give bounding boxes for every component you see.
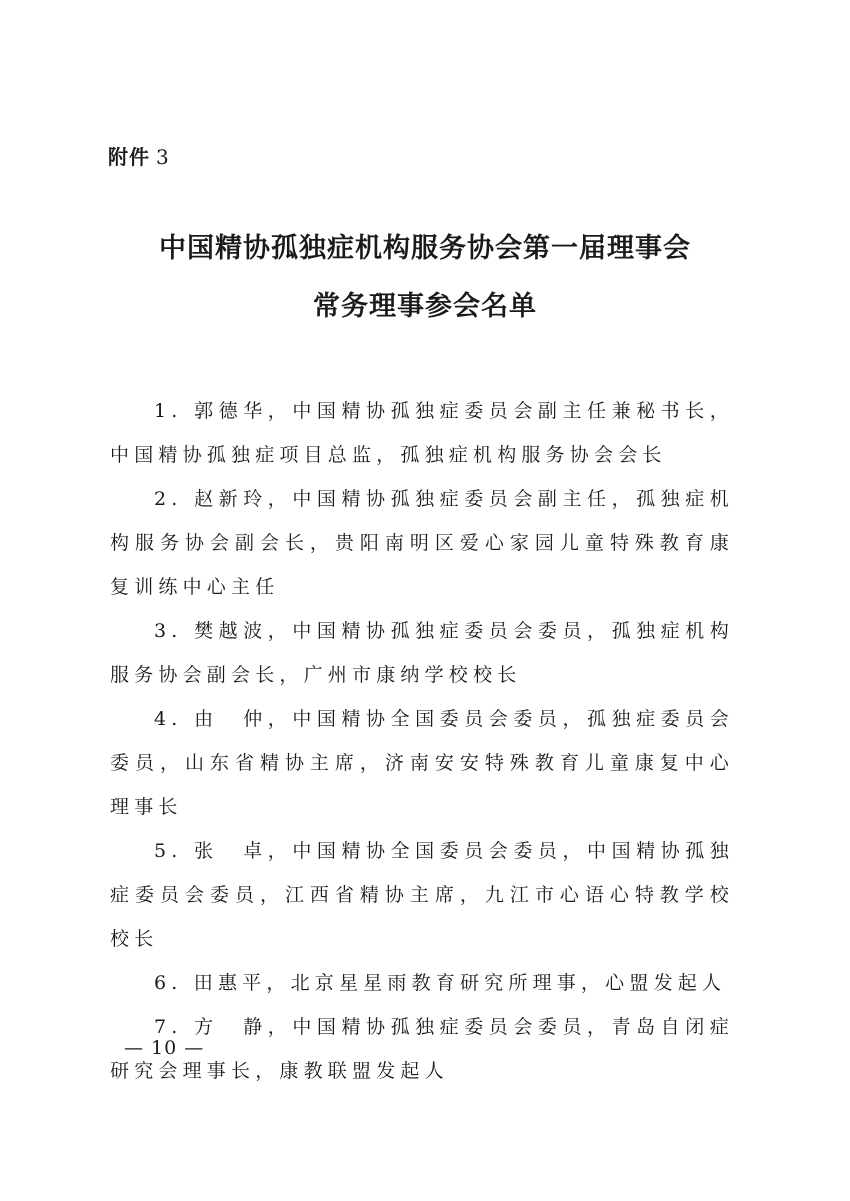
member-entry-2: 2. 赵新玲，中国精协孤独症委员会副主任，孤独症机构服务协会副会长，贵阳南明区爱心家园儿童特殊教育康复训练中心主任 <box>110 488 734 598</box>
member-list <box>110 389 734 1093</box>
page-number: — 10 — <box>124 1037 205 1059</box>
member-entry-3: 3. 樊越波，中国精协孤独症委员会委员，孤独症机构服务协会副会长，广州市康纳学校校长 <box>110 620 734 686</box>
document-title-line-2: 常务理事参会名单 <box>313 291 537 322</box>
member-entry-7: 7. 方 静，中国精协孤独症委员会委员，青岛自闭症研究会理事长，康教联盟发起人 <box>110 1016 734 1082</box>
attachment-label <box>108 144 170 170</box>
attachment-label-text: 附件 <box>108 145 150 169</box>
member-entry-5: 5. 张 卓，中国精协全国委员会委员，中国精协孤独症委员会委员，江西省精协主席，九江市心语心特教学校校长 <box>110 840 734 950</box>
member-entry-6: 6. 田惠平，北京星星雨教育研究所理事，心盟发起人 <box>154 972 727 994</box>
document-title-line-1: 中国精协孤独症机构服务协会第一届理事会 <box>159 233 691 264</box>
member-entry-1: 1. 郭德华，中国精协孤独症委员会副主任兼秘书长，中国精协孤独症项目总监，孤独症机构服务协会会长 <box>110 400 734 466</box>
attachment-number: 3 <box>156 145 170 169</box>
member-entry-4: 4. 由 仲，中国精协全国委员会委员，孤独症委员会委员，山东省精协主席，济南安安特殊教育儿童康复中心理事长 <box>110 708 734 818</box>
